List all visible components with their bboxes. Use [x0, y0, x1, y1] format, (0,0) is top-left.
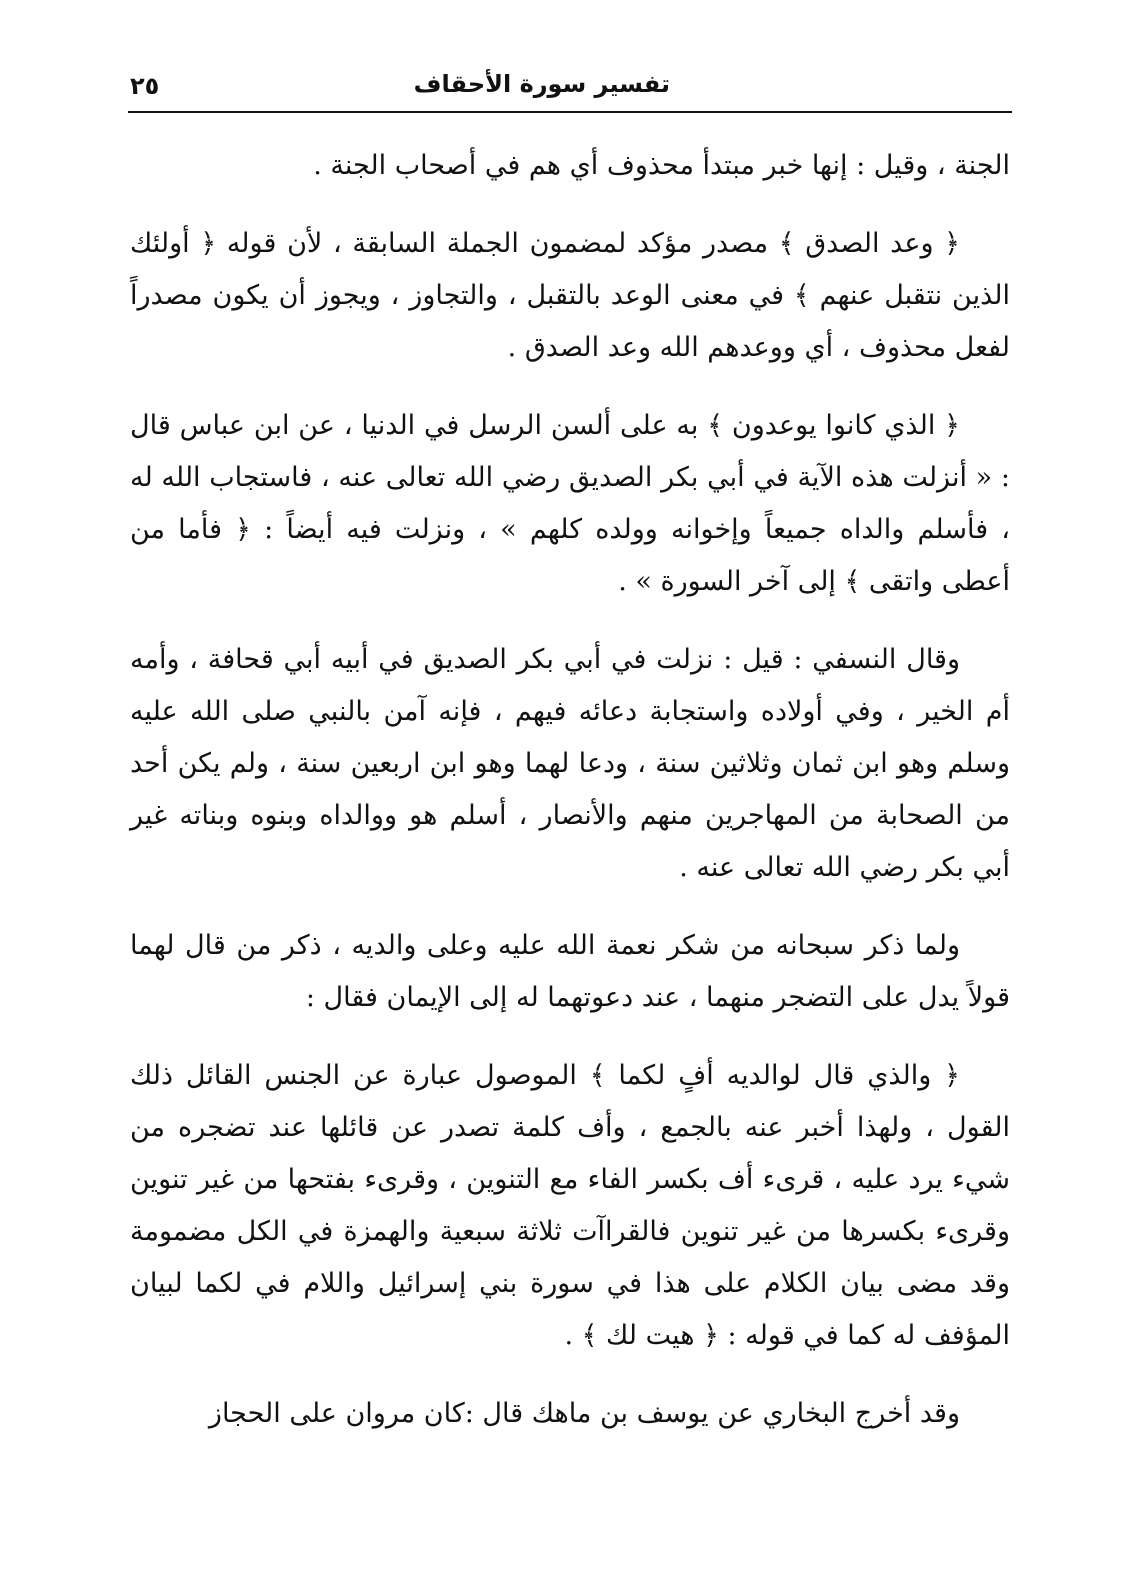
- page-header: [130, 66, 1010, 110]
- body-text: [130, 140, 1010, 1440]
- paragraph-5: ولما ذكر سبحانه من شكر نعمة الله عليه وعلى والديه ، ذكر من قال لهما قولاً يدل على التضجر منهما ، عند دعوتهما له إلى الإيمان فقال :: [130, 930, 1010, 1013]
- page-number: ٢٥: [130, 72, 160, 100]
- paragraph-4: وقال النسفي : قيل : نزلت في أبي بكر الصديق في أبيه أبي قحافة ، وأمه أم الخير ، وفي أولاده واستجابة دعائه فيهم ، فإنه آمن بالنبي صلى الله عليه وسلم وهو ابن ثمان وثلاثين سنة ، ودعا لهما وهو ابن اربعين سنة ، ولم يكن أحد من الصحابة من المهاجرين منهم والأنصار ، أسلم هو ووالداه وبنوه وبناته غير أبي بكر رضي الله تعالى عنه .: [130, 644, 1010, 883]
- paragraph-6: ﴿ والذي قال لوالديه أفٍ لكما ﴾ الموصول عبارة عن الجنس القائل ذلك القول ، ولهذا أخبر عنه بالجمع ، وأف كلمة تصدر عن قائلها عند تضجره من شيء يرد عليه ، قرىء أف بكسر الفاء مع التنوين ، وقرىء بفتحها من غير تنوين وقرىء بكسرها من غير تنوين فالقراآت ثلاثة سبعية والهمزة في الكل مضمومة وقد مضى بيان الكلام على هذا في سورة بني إسرائيل واللام في لكما لبيان المؤفف له كما في قوله : ﴿ هيت لك ﴾ .: [130, 1060, 1010, 1351]
- header-rule: [128, 111, 1012, 113]
- paragraph-3: ﴿ الذي كانوا يوعدون ﴾ به على ألسن الرسل في الدنيا ، عن ابن عباس قال : « أنزلت هذه الآية في أبي بكر الصديق رضي الله تعالى عنه ، فاستجاب الله له ، فأسلم والداه جميعاً وإخوانه وولده كلهم » ، ونزلت فيه أيضاً : ﴿ فأما من أعطى واتقى ﴾ إلى آخر السورة » .: [130, 410, 1010, 597]
- paragraph-7: وقد أخرج البخاري عن يوسف بن ماهك قال :كان مروان على الحجاز: [208, 1398, 960, 1429]
- paragraph-2: ﴿ وعد الصدق ﴾ مصدر مؤكد لمضمون الجملة السابقة ، لأن قوله ﴿ أولئك الذين نتقبل عنهم ﴾ في معنى الوعد بالتقبل ، والتجاوز ، ويجوز أن يكون مصدراً لفعل محذوف ، أي ووعدهم الله وعد الصدق .: [130, 228, 1010, 363]
- paragraph-1: الجنة ، وقيل : إنها خبر مبتدأ محذوف أي هم في أصحاب الجنة .: [313, 150, 1010, 181]
- chapter-title: تفسير سورة الأحقاف: [413, 70, 670, 98]
